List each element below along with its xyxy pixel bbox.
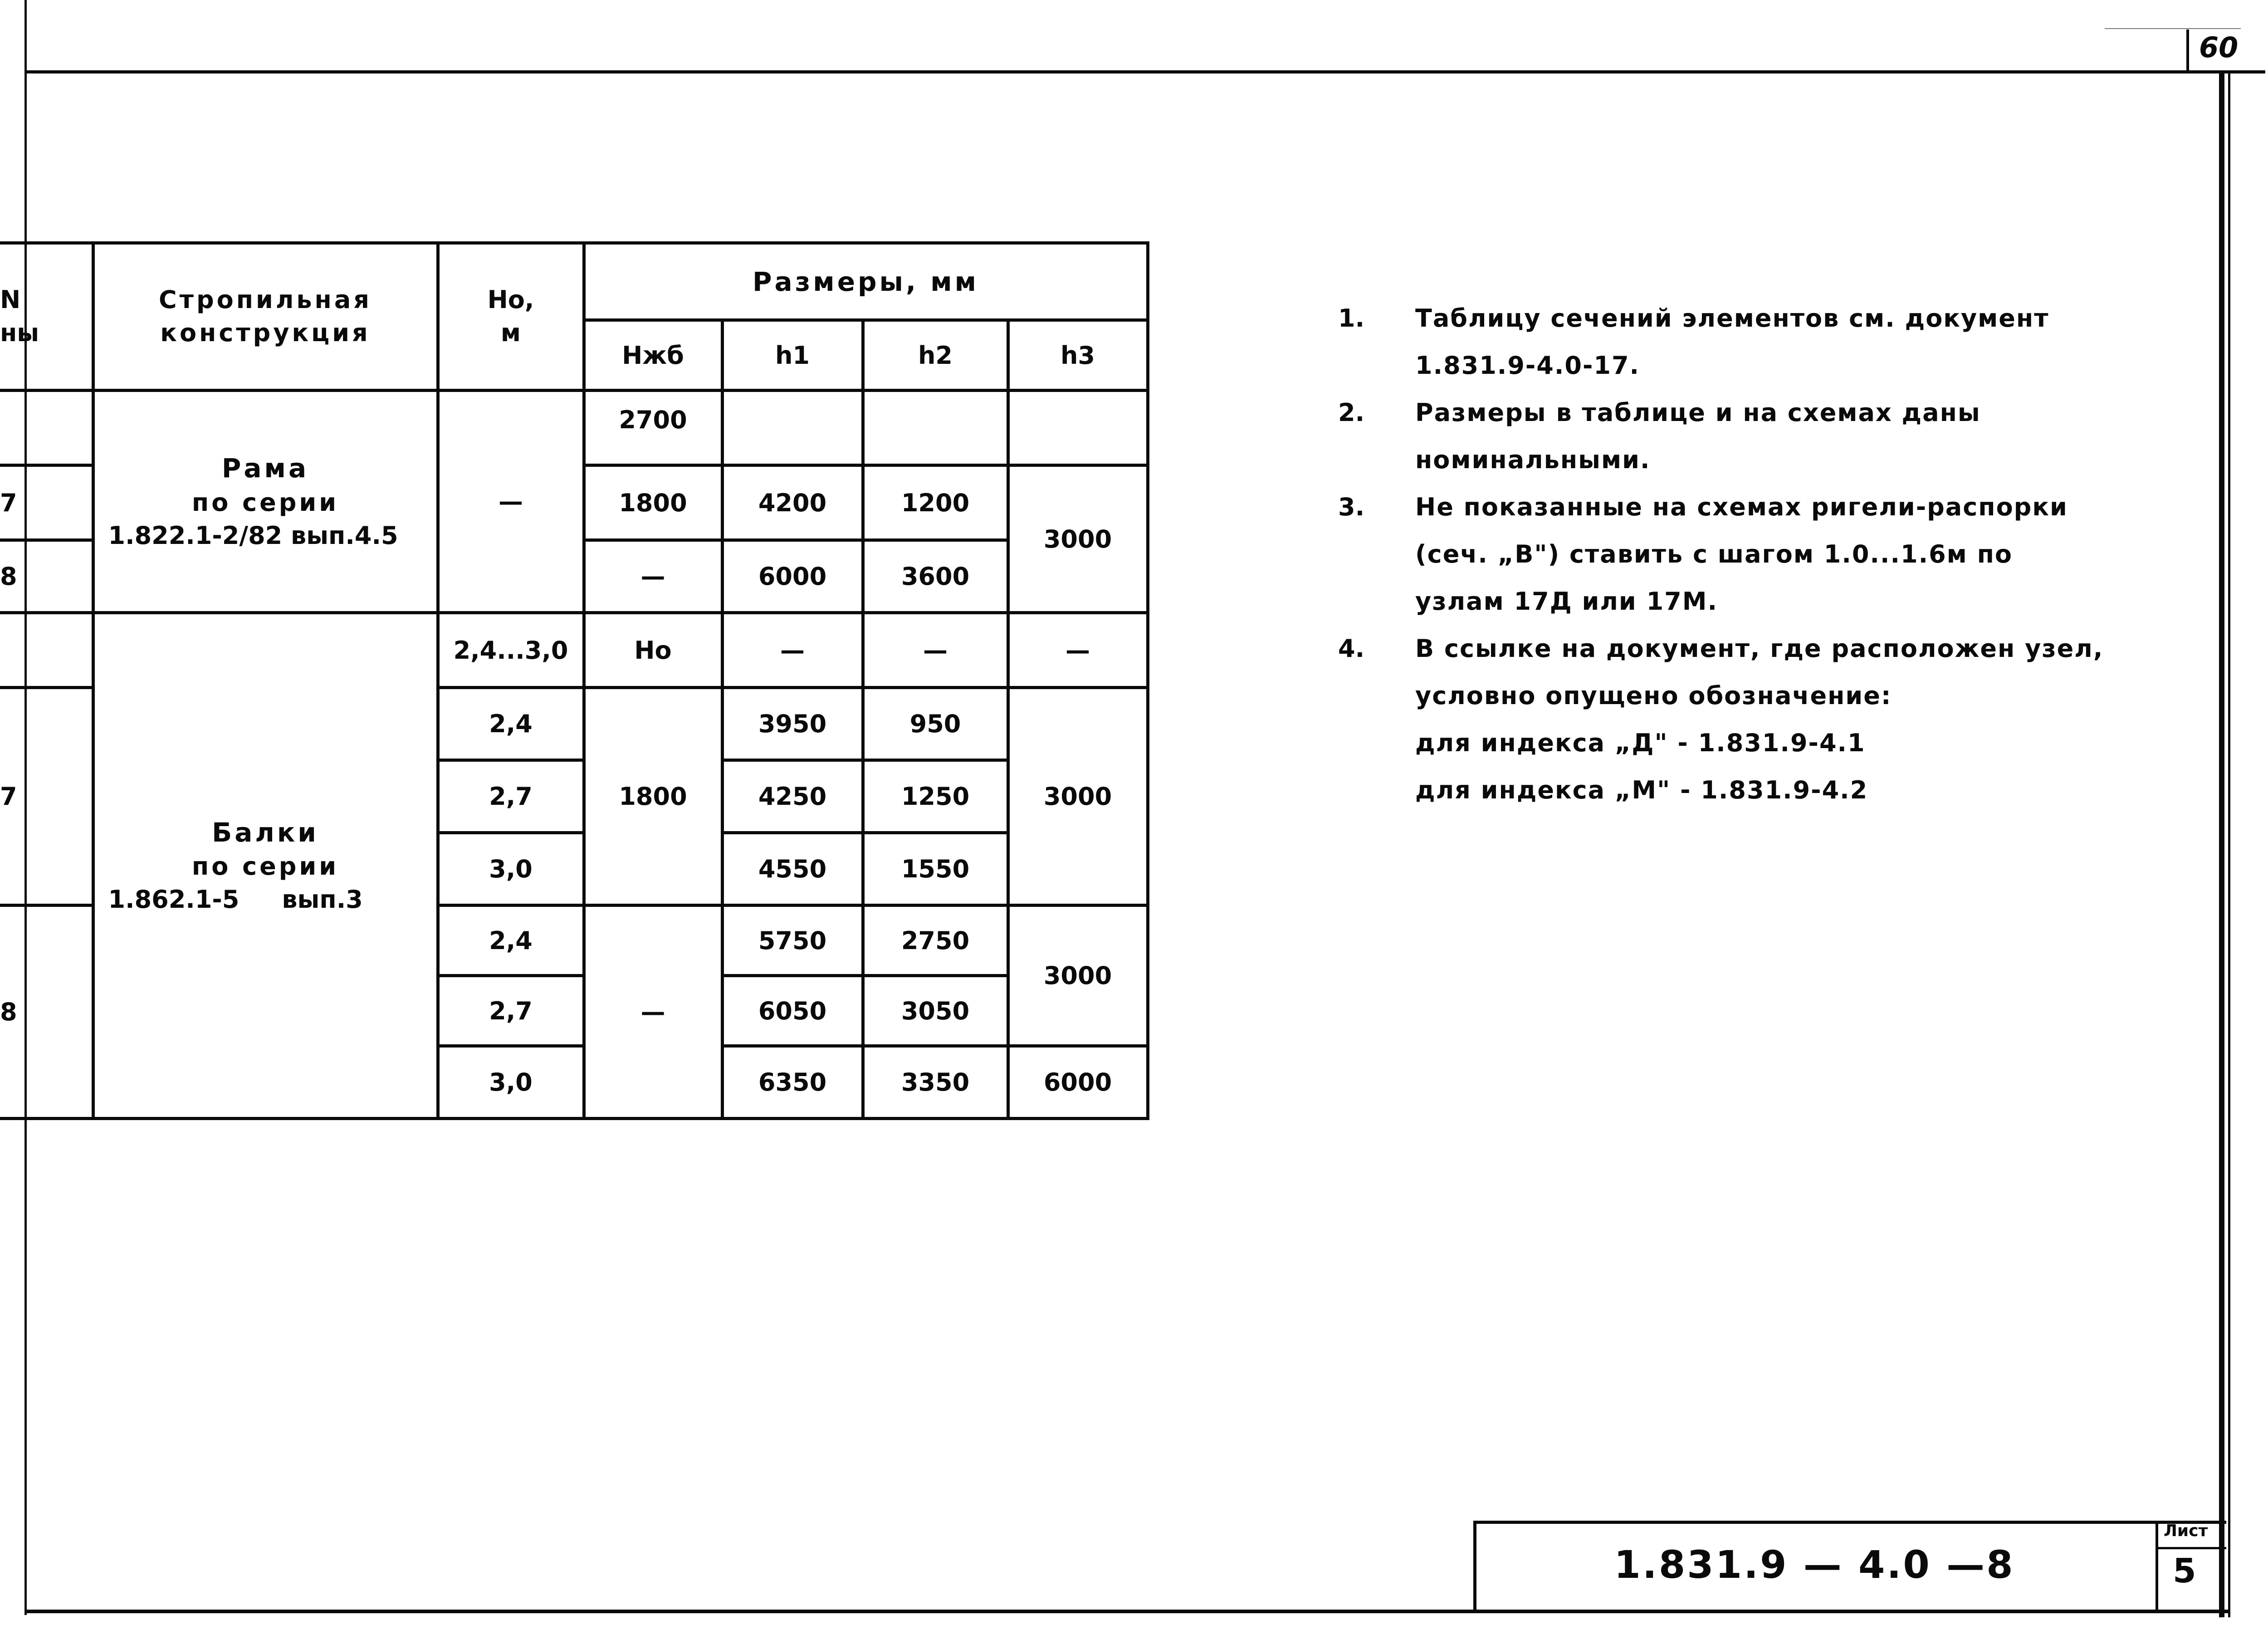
balki-group8-h3: 3000 bbox=[1008, 906, 1148, 1046]
rama-row1-h3 bbox=[1008, 391, 1148, 465]
header-hjb: Нжб bbox=[584, 320, 722, 391]
right-border-line-inner bbox=[2228, 70, 2230, 1617]
balki-group7-row3-h0: 3,0 bbox=[438, 833, 584, 906]
header-h3: h3 bbox=[1008, 320, 1148, 391]
balki-label-series: по серии bbox=[191, 852, 339, 881]
header-h0-line2: м bbox=[500, 318, 521, 347]
balki-group8-number: 8 bbox=[0, 906, 93, 1119]
header-number bbox=[0, 243, 93, 391]
rama-label-series: по серии bbox=[191, 488, 339, 517]
rama-label bbox=[93, 391, 438, 613]
note-item bbox=[1338, 625, 2109, 814]
rama-row3-h1: 6000 bbox=[722, 540, 863, 613]
balki-group7-hjb: 1800 bbox=[584, 688, 722, 906]
document-code: 1.831.9 — 4.0 —8 bbox=[1614, 1542, 2015, 1587]
balki-label-title: Балки bbox=[212, 817, 319, 848]
balki-group8-row2-h1: 6050 bbox=[722, 976, 863, 1046]
note-text: Таблицу сечений элементов см. документ 1.831.9-4.0-17. bbox=[1415, 304, 2049, 380]
balki-row0-hjb: Но bbox=[584, 613, 722, 688]
header-h2: h2 bbox=[863, 320, 1008, 391]
rama-row3-hjb: — bbox=[584, 540, 722, 613]
balki-group8-row3-h1: 6350 bbox=[722, 1046, 863, 1119]
rama-row3-number: 8 bbox=[0, 540, 93, 613]
balki-group7-row1-h0: 2,4 bbox=[438, 688, 584, 760]
stamp-sheet-label-line bbox=[2156, 1547, 2226, 1549]
note-number: 2. bbox=[1338, 398, 1365, 427]
balki-group7-row1-h2: 950 bbox=[863, 688, 1008, 760]
balki-label-code: 1.862.1-5 вып.3 bbox=[108, 885, 363, 914]
header-structure-line2: конструкция bbox=[160, 318, 371, 347]
note-number: 3. bbox=[1338, 493, 1365, 521]
header-h0-line1: Но, bbox=[487, 285, 534, 314]
rama-row1-h1 bbox=[722, 391, 863, 465]
balki-row0-h0: 2,4...3,0 bbox=[438, 613, 584, 688]
note-text: Размеры в таблице и на схемах даны номинальными. bbox=[1415, 398, 1981, 474]
header-structure-line1: Стропильная bbox=[159, 285, 372, 314]
balki-group8-row1-h0: 2,4 bbox=[438, 906, 584, 976]
rama-row2-h1: 4200 bbox=[722, 465, 863, 540]
header-h1: h1 bbox=[722, 320, 863, 391]
header-sizes: Размеры, мм bbox=[584, 243, 1148, 320]
balki-row0-h1: — bbox=[722, 613, 863, 688]
balki-group7-row1-h1: 3950 bbox=[722, 688, 863, 760]
right-border-line bbox=[2219, 70, 2224, 1617]
header-number-line2: ны bbox=[0, 318, 39, 347]
header-h0 bbox=[438, 243, 584, 391]
balki-group8-row3-h2: 3350 bbox=[863, 1046, 1008, 1119]
note-item bbox=[1338, 389, 2109, 484]
balki-group8-row2-h2: 3050 bbox=[863, 976, 1008, 1046]
note-item bbox=[1338, 484, 2109, 625]
page-number-box-top bbox=[2105, 28, 2241, 29]
page-number: 60 bbox=[2199, 31, 2239, 64]
balki-group8-row1-h1: 5750 bbox=[722, 906, 863, 976]
balki-group7-row2-h0: 2,7 bbox=[438, 760, 584, 833]
rama-row2-hjb: 1800 bbox=[584, 465, 722, 540]
rama-h0: — bbox=[438, 391, 584, 613]
balki-group7-row3-h1: 4550 bbox=[722, 833, 863, 906]
rama-row3-h2: 3600 bbox=[863, 540, 1008, 613]
bottom-border-line bbox=[24, 1610, 2229, 1613]
top-border-line bbox=[24, 70, 2265, 73]
balki-group8-row3-h0: 3,0 bbox=[438, 1046, 584, 1119]
balki-group7-row3-h2: 1550 bbox=[863, 833, 1008, 906]
balki-row0-number bbox=[0, 613, 93, 688]
stamp-sheet-divider bbox=[2156, 1521, 2158, 1611]
balki-group7-h3: 3000 bbox=[1008, 688, 1148, 906]
note-item bbox=[1338, 295, 2109, 389]
balki-group7-row2-h2: 1250 bbox=[863, 760, 1008, 833]
balki-group7-row2-h1: 4250 bbox=[722, 760, 863, 833]
rama-row1-h2 bbox=[863, 391, 1008, 465]
balki-row0-h2: — bbox=[863, 613, 1008, 688]
dimensions-table bbox=[0, 241, 1149, 1120]
note-text: Не показанные на схемах ригели-распорки (сеч. „В") ставить с шагом 1.0...1.6м по узлам 17Д или 17М. bbox=[1415, 493, 2068, 616]
rama-row2-h2: 1200 bbox=[863, 465, 1008, 540]
rama-label-title: Рама bbox=[221, 453, 309, 484]
header-number-line1: N bbox=[0, 285, 21, 314]
balki-group8-hjb: — bbox=[584, 906, 722, 1119]
notes-list bbox=[1338, 295, 2109, 814]
balki-group8-row1-h2: 2750 bbox=[863, 906, 1008, 976]
page-number-box-left bbox=[2186, 29, 2189, 73]
rama-h3: 3000 bbox=[1008, 465, 1148, 613]
balki-group8-row3-h3: 6000 bbox=[1008, 1046, 1148, 1119]
note-text: В ссылке на документ, где расположен узел, условно опущено обозначение: для индекса „Д" - 1.831.9-4.1 для индекса „М" - 1.831.9-4.2 bbox=[1415, 634, 2104, 804]
balki-row0-h3: — bbox=[1008, 613, 1148, 688]
stamp-top-line bbox=[1473, 1521, 2226, 1524]
rama-row1-hjb: 2700 bbox=[584, 391, 722, 465]
note-number: 1. bbox=[1338, 304, 1365, 333]
note-number: 4. bbox=[1338, 634, 1365, 663]
balki-group7-number: 7 bbox=[0, 688, 93, 906]
header-structure bbox=[93, 243, 438, 391]
rama-row1-number bbox=[0, 391, 93, 465]
balki-label bbox=[93, 613, 438, 1119]
sheet-label: Лист bbox=[2164, 1522, 2208, 1540]
rama-row2-number: 7 bbox=[0, 465, 93, 540]
rama-label-code: 1.822.1-2/82 вып.4.5 bbox=[108, 521, 398, 550]
sheet-number: 5 bbox=[2173, 1552, 2196, 1591]
balki-group8-row2-h0: 2,7 bbox=[438, 976, 584, 1046]
